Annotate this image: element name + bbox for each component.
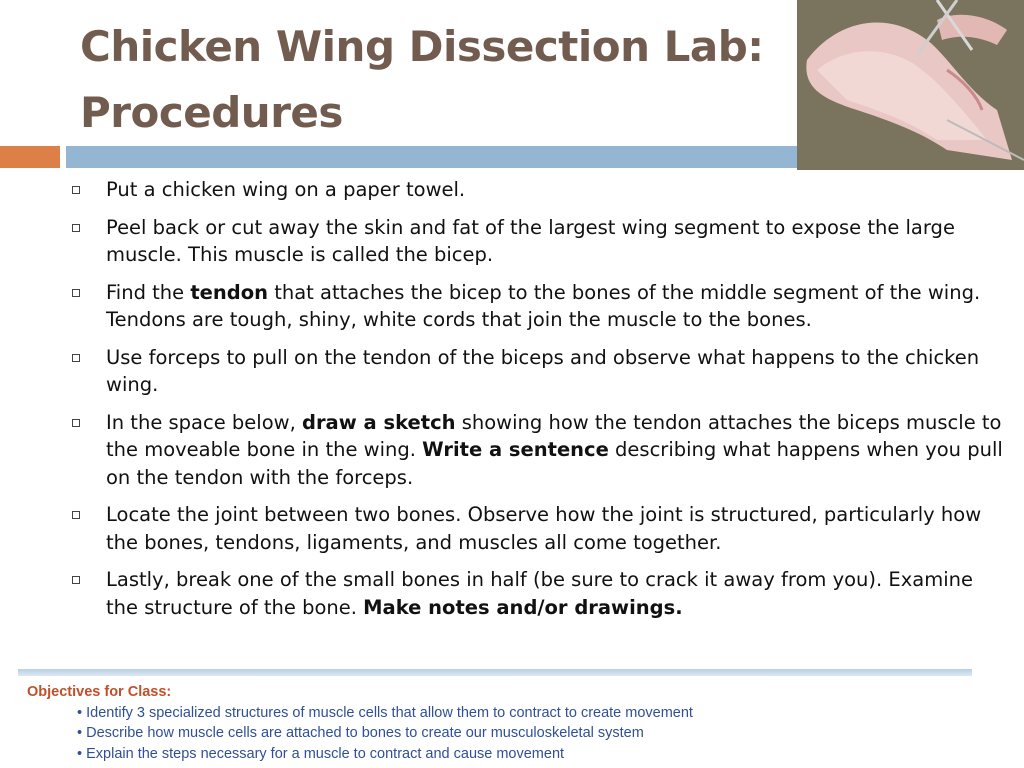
- procedure-item: [70, 501, 1005, 556]
- objectives-list: [27, 703, 1007, 765]
- procedure-emphasis: Write a sentence: [422, 438, 609, 461]
- procedure-emphasis: Make notes and/or drawings.: [363, 595, 683, 619]
- procedure-item: [70, 566, 1005, 621]
- square-bullet-icon: [72, 419, 80, 427]
- procedure-item: [70, 409, 1005, 492]
- square-bullet-icon: [72, 186, 80, 194]
- procedure-text: Use forceps to pull on the tendon of the biceps and observe what happens to the chicken wing.: [106, 345, 980, 396]
- procedure-text: Put a chicken wing on a paper towel.: [106, 178, 466, 201]
- accent-bar-orange: [0, 146, 60, 168]
- procedure-text: Find the: [106, 280, 191, 304]
- procedure-item: [70, 344, 1005, 399]
- slide-title: [80, 14, 780, 146]
- objective-item: • Identify 3 specialized structures of muscle cells that allow them to contract to create movement: [77, 703, 1007, 724]
- chicken-wing-photo: [797, 0, 1024, 170]
- square-bullet-icon: [72, 576, 80, 584]
- accent-bar-blue: [66, 146, 806, 168]
- square-bullet-icon: [72, 289, 80, 297]
- chicken-wing-image: [797, 0, 1024, 170]
- procedure-text: Peel back or cut away the skin and fat of the largest wing segment to expose the large muscle. This muscle is called the bicep.: [106, 215, 955, 266]
- procedure-item: [70, 176, 1005, 204]
- square-bullet-icon: [72, 354, 80, 362]
- footer-divider: [18, 669, 972, 676]
- square-bullet-icon: [72, 511, 80, 519]
- slide-title-line1: Chicken Wing Dissection Lab:: [80, 22, 764, 71]
- objective-item: • Describe how muscle cells are attached to bones to create our musculoskeletal system: [77, 723, 1007, 744]
- procedure-text: Locate the joint between two bones. Observe how the joint is structured, particularly how the bones, tendons, ligaments, and muscles all come together.: [106, 503, 982, 554]
- procedure-text: that attaches the bicep to the bones of the middle segment of the wing. Tendons are tough, shiny, white cords that join the muscle to the bones.: [106, 280, 981, 331]
- procedure-text: Lastly, break one of the small bones in half (be sure to crack it away from you). Examine the structure of the bone.: [106, 568, 973, 619]
- procedure-emphasis: tendon: [190, 280, 269, 304]
- slide-title-line2: Procedures: [80, 88, 343, 137]
- procedure-emphasis: draw a sketch: [301, 410, 456, 434]
- procedure-item: [70, 279, 1005, 334]
- procedure-list: [70, 176, 1005, 631]
- objective-item: • Explain the steps necessary for a muscle to contract and cause movement: [77, 744, 1007, 765]
- procedure-text: describing what happens when you pull on the tendon with the forceps.: [106, 438, 1003, 489]
- procedure-text: In the space below,: [106, 410, 302, 434]
- procedure-item: [70, 214, 1005, 269]
- objectives-heading: Objectives for Class:: [27, 684, 172, 700]
- objectives-box: [27, 682, 1007, 764]
- square-bullet-icon: [72, 224, 80, 232]
- procedure-text: showing how the tendon attaches the biceps muscle to the moveable bone in the wing.: [106, 410, 1002, 461]
